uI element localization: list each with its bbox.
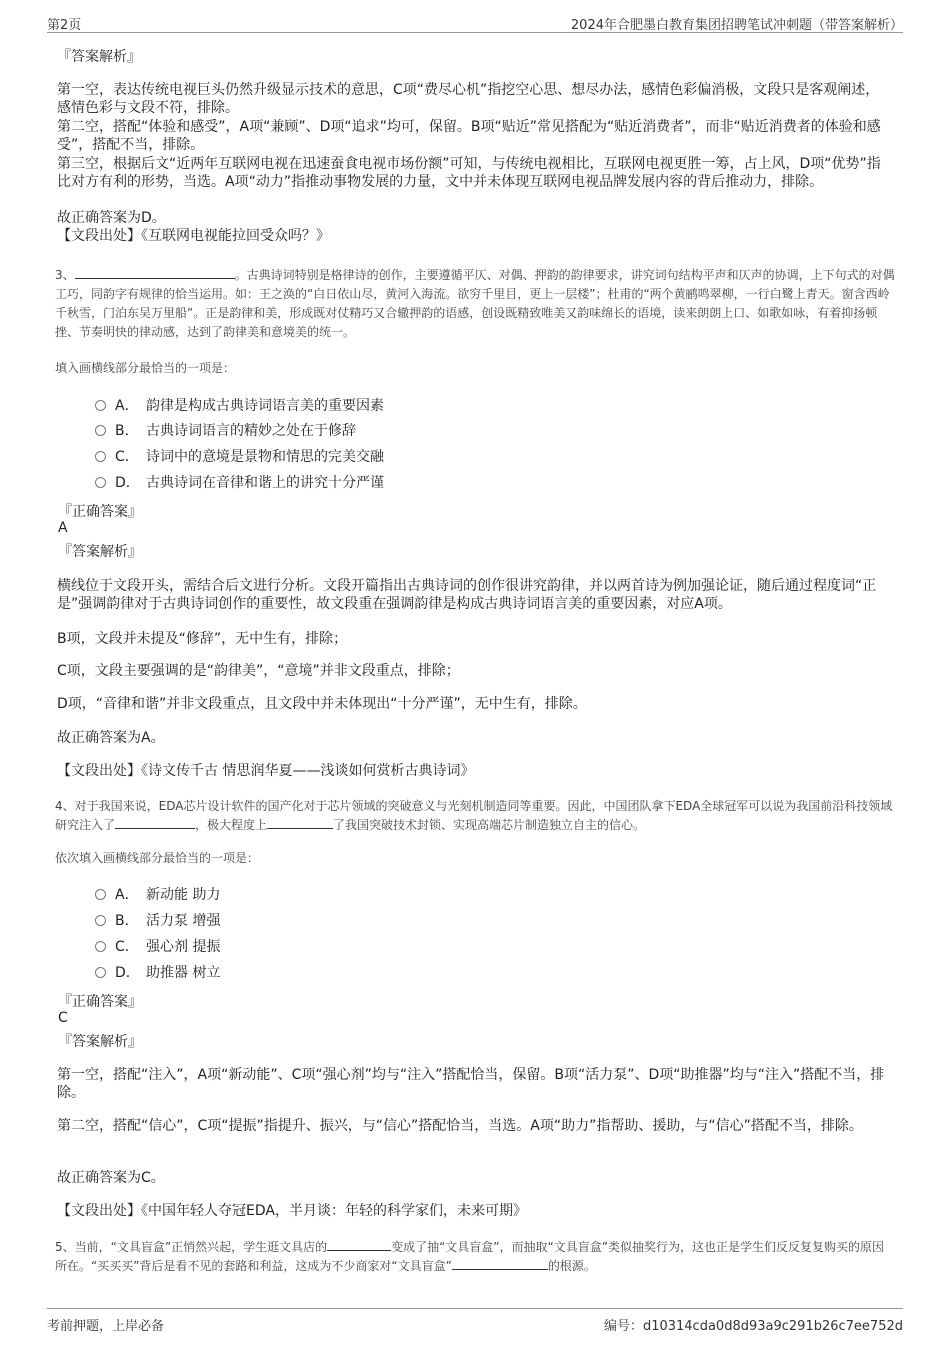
document-code: 编号：d10314cda0d8d93a9c291b26c7ee752d [603, 1319, 903, 1334]
q3-stem-text: 。古典诗词特别是格律诗的创作，主要遵循平仄、对偶、押韵的韵律要求，讲究词句结构平声和仄声的协调，上下句式的对偶工巧，同韵字有规律的恰当运用。如：王之涣的“白日依山尽，黄河入海流。欲穷千里目，更上一层楼”；杜甫的“两个黄鹂鸣翠柳，一行白鹭上青天。窗含西岭千秋雪，门泊东吴万里船”。正是韵律和美，形成既对仗精巧又合辙押韵的语感，创设既精致唯美又韵味绵长的语境，读来朗朗上口、如歌如咏，有着抑扬顿挫、节奏明快的律动感，达到了韵律美和意境美的统一。 [55, 268, 895, 339]
page-number: 第2页 [47, 18, 82, 33]
q3-answer: A [58, 520, 68, 536]
q3-analysis-p4: D项，“音律和谐”并非文段重点，且文段中并未体现出“十分严谨”，无中生有，排除。 [57, 696, 587, 712]
q4-option-a[interactable]: A． 新动能 助力 [95, 885, 220, 905]
q4-blank-1 [115, 816, 195, 829]
q3-option-b[interactable]: B． 古典诗词语言的精妙之处在于修辞 [95, 421, 356, 441]
document-title: 2024年合肥墨白教育集团招聘笔试冲刺题（带答案解析） [570, 18, 903, 33]
q3-blank [75, 266, 235, 279]
q3-analysis-p1: 横线位于文段开头，需结合后文进行分析。文段开篇指出古典诗词的创作很讲究韵律，并以两首诗为例加强论证，随后通过程度词“正是”强调韵律对于古典诗词创作的重要性，故文段重在强调韵律是构成古典诗词语言美的重要因素，对应A项。 [57, 578, 877, 612]
q2-analysis-conclusion: 故正确答案为D。 [57, 210, 166, 226]
page-header [47, 12, 903, 33]
q4-blank-2 [267, 816, 333, 829]
q3-option-c[interactable]: C． 诗词中的意境是景物和情思的完美交融 [95, 447, 384, 467]
radio-icon[interactable] [95, 451, 106, 462]
q4-analysis-p1: 第一空，搭配“注入”，A项“新动能”、C项“强心剂”均与“注入”搭配恰当，保留。B项“活力泵”、D项“助推器”均与“注入”搭配不当，排除。 [57, 1067, 885, 1101]
radio-icon[interactable] [95, 425, 106, 436]
q3-option-a[interactable]: A． 韵律是构成古典诗词语言美的重要因素 [95, 396, 384, 416]
q4-analysis-label: 『答案解析』 [58, 1034, 142, 1050]
q4-stem: 4、对于我国来说，EDA芯片设计软件的国产化对于芯片领域的突破意义与光刻机制造同等重要。因此，中国团队拿下EDA全球冠军可以说为我国前沿科技领域研究注入了 ，极大程度上 了我国突破技术封锁、实现高端芯片制造独立自主的信心。 [55, 799, 893, 832]
q3-analysis-conclusion: 故正确答案为A。 [57, 730, 165, 746]
q3-stem [55, 266, 895, 342]
q4-analysis-p2: 第二空，搭配“信心”，C项“提振”指提升、振兴，与“信心”搭配恰当，当选。A项“助力”指帮助、援助，与“信心”搭配不当，排除。 [57, 1118, 863, 1134]
q4-source: 【文段出处】《中国年轻人夺冠EDA，半月谈：年轻的科学家们，未来可期》 [57, 1203, 527, 1219]
q4-analysis-conclusion: 故正确答案为C。 [57, 1170, 165, 1186]
q4-option-c[interactable]: C． 强心剂 提振 [95, 937, 220, 957]
radio-icon[interactable] [95, 941, 106, 952]
q2-analysis-p3: 第三空，根据后文“近两年互联网电视在迅速蚕食电视市场份额”可知，与传统电视相比，互联网电视更胜一筹，占上风，D项“优势”指比对方有利的形势，当选。A项“动力”指推动事物发展的力量，文中并未体现互联网电视品牌发展内容的背后推动力，排除。 [57, 156, 881, 190]
q4-option-d[interactable]: D． 助推器 树立 [95, 963, 220, 983]
q5-blank-2 [452, 1257, 548, 1270]
q4-answer-label: 『正确答案』 [58, 994, 142, 1010]
q5-blank-1 [327, 1238, 391, 1251]
q4-option-b[interactable]: B． 活力泵 增强 [95, 911, 220, 931]
radio-icon[interactable] [95, 400, 106, 411]
q2-analysis-label: 『答案解析』 [57, 49, 141, 65]
q3-prompt: 填入画横线部分最恰当的一项是： [55, 361, 236, 375]
radio-icon[interactable] [95, 889, 106, 900]
radio-icon[interactable] [95, 967, 106, 978]
q3-analysis-label: 『答案解析』 [58, 544, 142, 560]
q2-source: 【文段出处】《互联网电视能拉回受众吗？》 [57, 228, 330, 244]
q3-analysis-p3: C项，文段主要强调的是“韵律美”，“意境”并非文段重点，排除； [57, 663, 460, 679]
q3-number: 3、 [55, 268, 75, 282]
q2-analysis-p2: 第二空，搭配“体验和感受”，A项“兼顾”、D项“追求”均可，保留。B项“贴近”常见搭配为“贴近消费者”，而非“贴近消费者的体验和感受”，搭配不当，排除。 [57, 119, 881, 153]
q3-option-d[interactable]: D． 古典诗词在音律和谐上的讲究十分严谨 [95, 473, 384, 493]
footer-slogan: 考前押题，上岸必备 [47, 1319, 165, 1334]
radio-icon[interactable] [95, 477, 106, 488]
radio-icon[interactable] [95, 915, 106, 926]
q3-answer-label: 『正确答案』 [58, 504, 142, 520]
q4-answer: C [58, 1010, 68, 1026]
q3-source: 【文段出处】《诗文传千古 情思润华夏——浅谈如何赏析古典诗词》 [57, 763, 475, 779]
q4-prompt: 依次填入画横线部分最恰当的一项是： [55, 851, 260, 865]
q2-analysis-p1: 第一空，表达传统电视巨头仍然升级显示技术的意思，C项“费尽心机”指挖空心思、想尽办法，感情色彩偏消极，文段只是客观阐述，感情色彩与文段不符，排除。 [57, 82, 880, 116]
q3-analysis-p2: B项，文段并未提及“修辞”，无中生有，排除； [57, 631, 348, 647]
page-footer [47, 1308, 903, 1335]
q5-stem: 5、当前，“文具盲盒”正悄然兴起，学生逛文具店的 变成了抽“文具盲盒”，而抽取“文具盲盒”类似抽奖行为，这也正是学生们反反复复购买的原因所在。“买买买”背后是看不见的套路和利益，这成为不少商家对“文具盲盒” 的根源。 [55, 1240, 884, 1273]
